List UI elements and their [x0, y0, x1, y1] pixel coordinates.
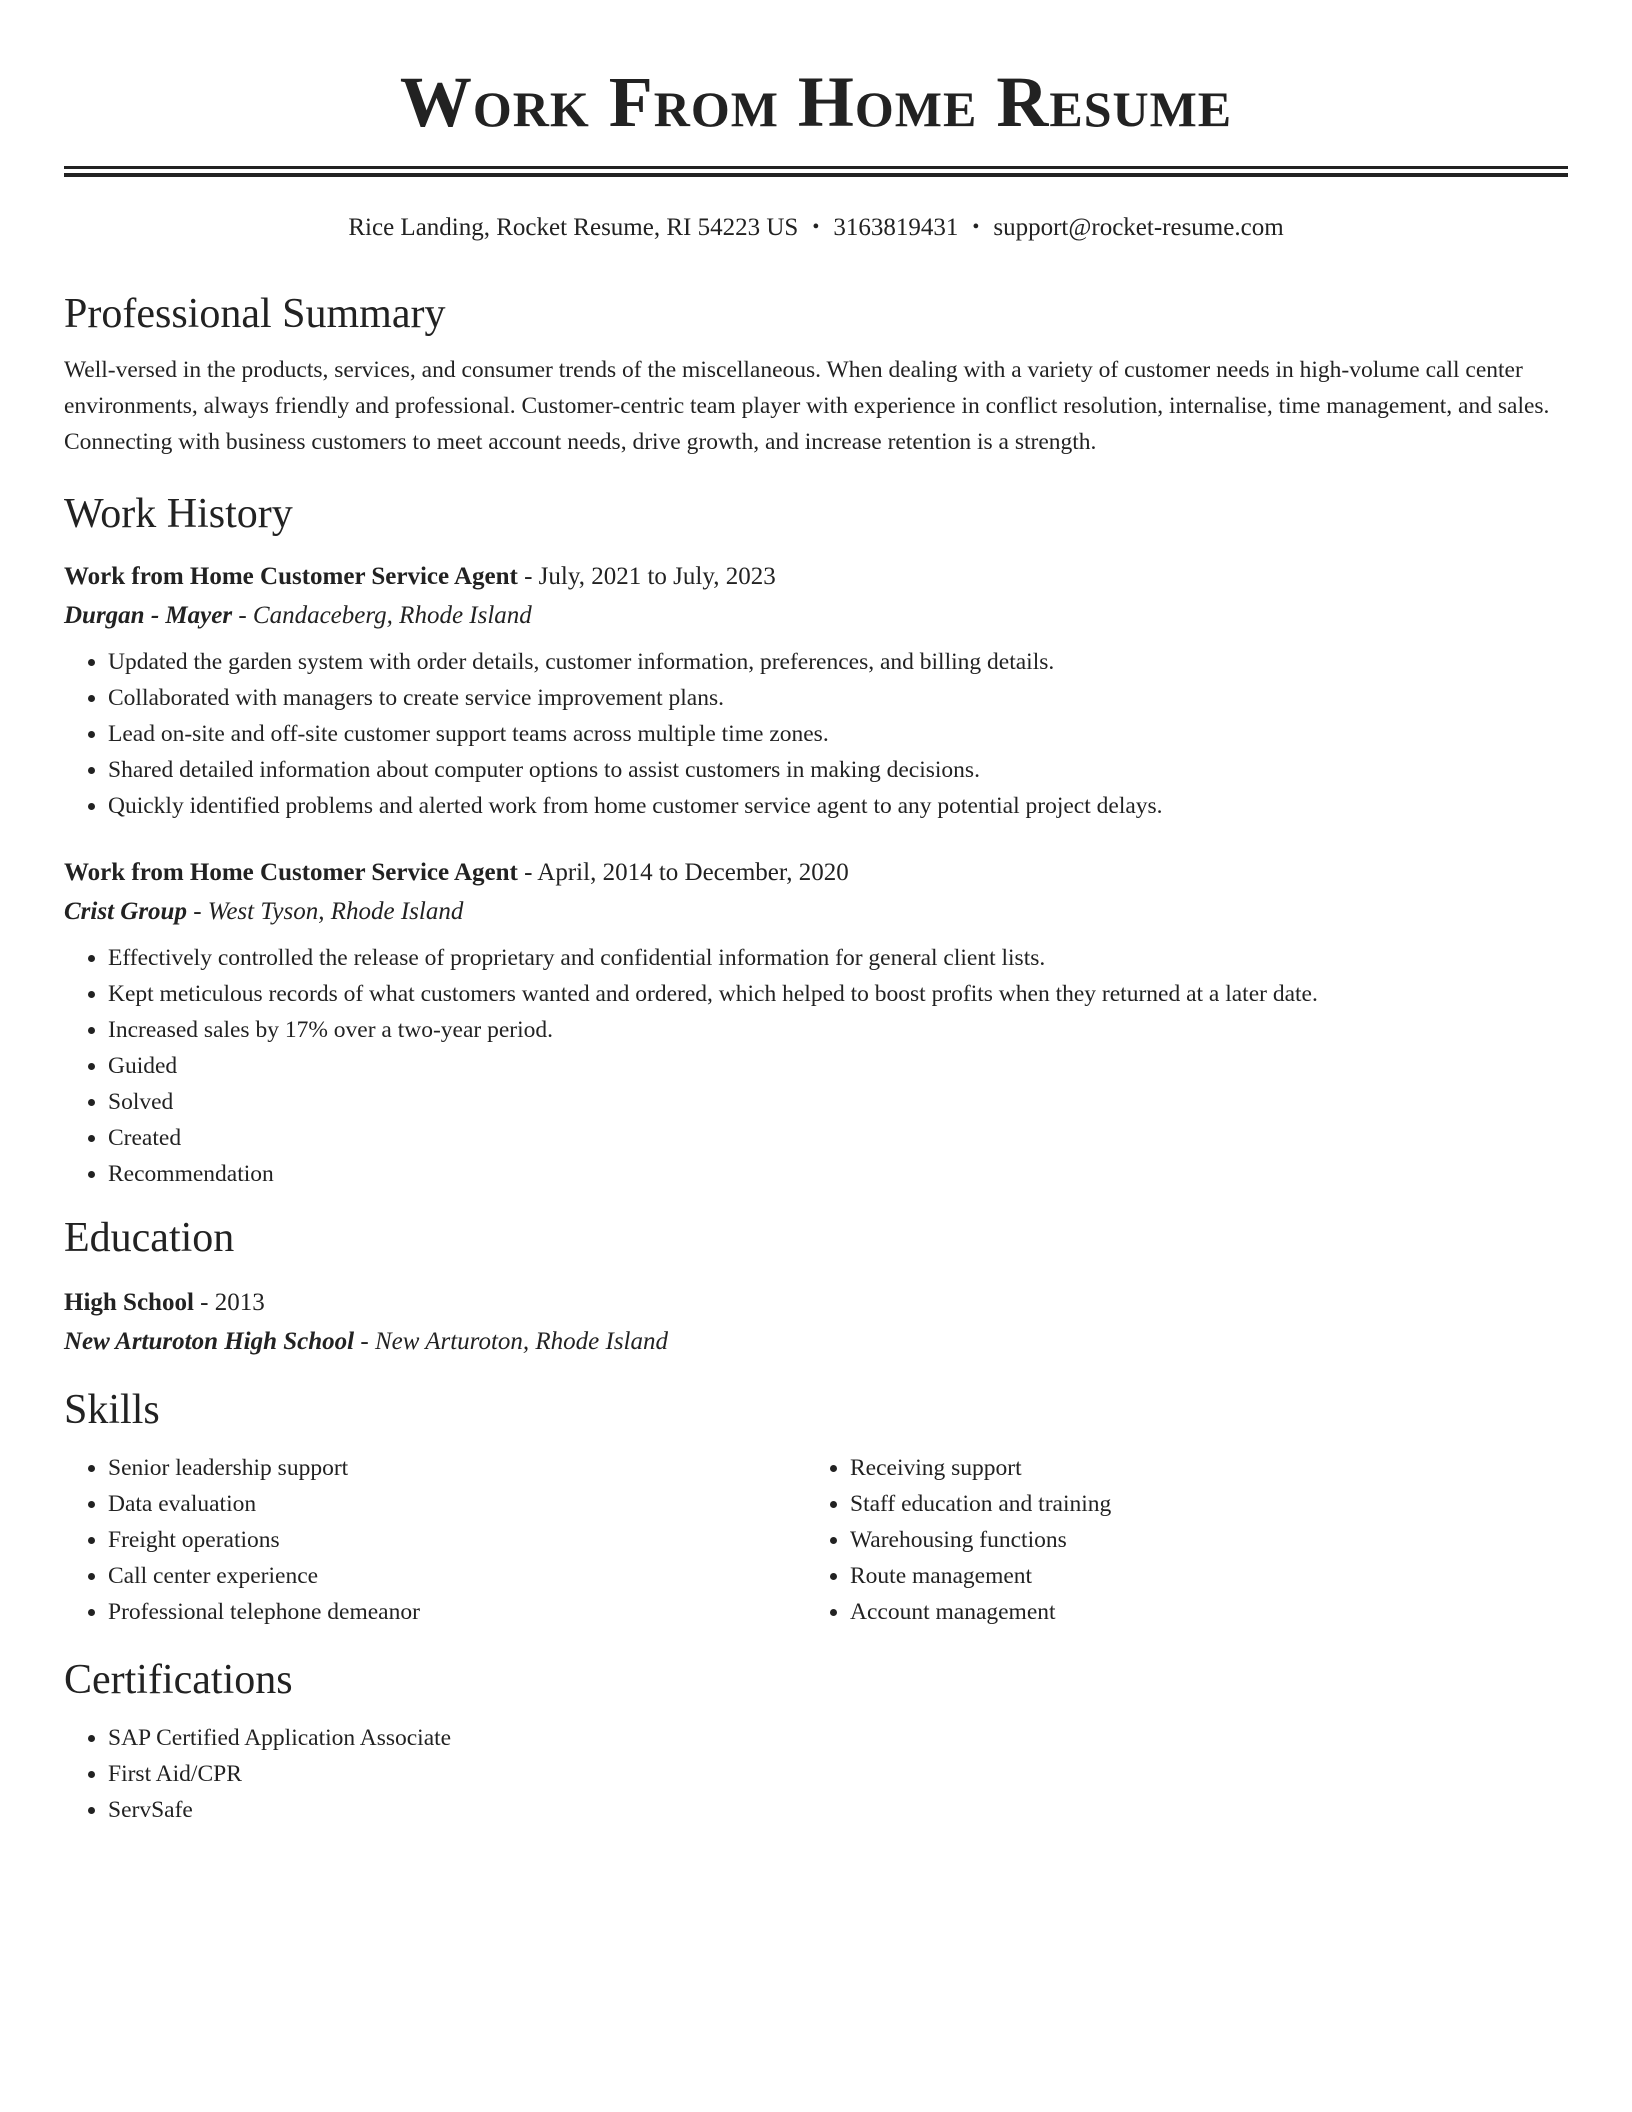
certification-item: • SAP Certified Application Associate — [108, 1720, 1568, 1756]
skill-item: • Account management — [850, 1594, 1548, 1630]
job-location: - Candaceberg, Rhode Island — [232, 602, 532, 629]
job-company-line — [64, 598, 1568, 634]
skill-item: • Call center experience — [108, 1558, 806, 1594]
job-title: Work from Home Customer Service Agent — [64, 859, 518, 886]
education-year: - 2013 — [193, 1289, 265, 1316]
job-bullet: • Created — [108, 1120, 1568, 1156]
education-degree-line — [64, 1286, 1568, 1320]
certification-item: • First Aid/CPR — [108, 1756, 1568, 1792]
job-company-line — [64, 894, 1568, 930]
job-entry — [64, 560, 1568, 824]
job-bullet: • Guided — [108, 1048, 1568, 1084]
skill-item: • Route management — [850, 1558, 1548, 1594]
education-location: - New Arturoton, Rhode Island — [354, 1328, 669, 1355]
job-bullet: • Collaborated with managers to create service improvement plans. — [108, 680, 1568, 716]
work-history-heading: Work History — [64, 491, 293, 537]
education-heading: Education — [64, 1215, 235, 1261]
job-bullet: • Quickly identified problems and alerted work from home customer service agent to any potential project delays. — [108, 788, 1568, 824]
job-bullets — [64, 644, 1568, 824]
resume-title: Work From Home Resume — [399, 62, 1233, 142]
job-title: Work from Home Customer Service Agent — [64, 563, 518, 590]
skills-column-right — [806, 1450, 1548, 1630]
job-company: Crist Group — [64, 898, 187, 925]
job-dates: - July, 2021 to July, 2023 — [517, 563, 776, 590]
job-bullet: • Effectively controlled the release of proprietary and confidential information for general client lists. — [108, 940, 1568, 976]
skill-item: • Freight operations — [108, 1522, 806, 1558]
certifications-list — [64, 1720, 1568, 1828]
education-school-line — [64, 1324, 1568, 1360]
job-title-line — [64, 560, 1568, 594]
contact-address: Rice Landing, Rocket Resume, RI 54223 US — [348, 214, 799, 241]
certification-item: • ServSafe — [108, 1792, 1568, 1828]
skill-item: • Data evaluation — [108, 1486, 806, 1522]
job-company: Durgan - Mayer — [64, 602, 233, 629]
job-location: - West Tyson, Rhode Island — [186, 898, 464, 925]
job-bullet: • Increased sales by 17% over a two-year period. — [108, 1012, 1568, 1048]
job-bullets — [64, 940, 1568, 1192]
education-school: New Arturoton High School — [64, 1328, 355, 1355]
contact-separator: • — [972, 216, 980, 238]
job-bullet: • Lead on-site and off-site customer support teams across multiple time zones. — [108, 716, 1568, 752]
skills-column-left — [64, 1450, 806, 1630]
job-bullet: • Shared detailed information about computer options to assist customers in making decisions. — [108, 752, 1568, 788]
skill-item: • Senior leadership support — [108, 1450, 806, 1486]
skill-item: • Receiving support — [850, 1450, 1548, 1486]
contact-email: support@rocket-resume.com — [993, 214, 1284, 241]
contact-separator: • — [812, 216, 820, 238]
skills-heading: Skills — [64, 1387, 160, 1433]
skills-grid — [64, 1450, 1568, 1630]
job-entry — [64, 856, 1568, 1192]
summary-text: Well-versed in the products, services, and consumer trends of the miscellaneous. When dealing with a variety of customer needs in high-volume call center environments, always friendly and professional. Customer-centric team player with experience in conflict resolution, internalise, time management, and sales. Connecting with business customers to meet account needs, drive growth, and increase retention is a strength. — [64, 357, 1550, 455]
job-dates: - April, 2014 to December, 2020 — [517, 859, 849, 886]
title-divider-bottom — [64, 173, 1568, 177]
job-bullet: • Solved — [108, 1084, 1568, 1120]
job-bullet: • Recommendation — [108, 1156, 1568, 1192]
certifications-heading: Certifications — [64, 1657, 293, 1703]
job-bullet: • Kept meticulous records of what customers wanted and ordered, which helped to boost profits when they returned at a later date. — [108, 976, 1568, 1012]
skill-item: • Staff education and training — [850, 1486, 1548, 1522]
contact-line — [64, 211, 1568, 244]
education-degree: High School — [64, 1289, 194, 1316]
summary-heading: Professional Summary — [64, 291, 446, 337]
job-title-line — [64, 856, 1568, 890]
job-bullet: • Updated the garden system with order details, customer information, preferences, and billing details. — [108, 644, 1568, 680]
skill-item: • Warehousing functions — [850, 1522, 1548, 1558]
contact-phone: 3163819431 — [833, 214, 959, 241]
skill-item: • Professional telephone demeanor — [108, 1594, 806, 1630]
education-entry — [64, 1286, 1568, 1360]
title-divider-top — [64, 166, 1568, 169]
